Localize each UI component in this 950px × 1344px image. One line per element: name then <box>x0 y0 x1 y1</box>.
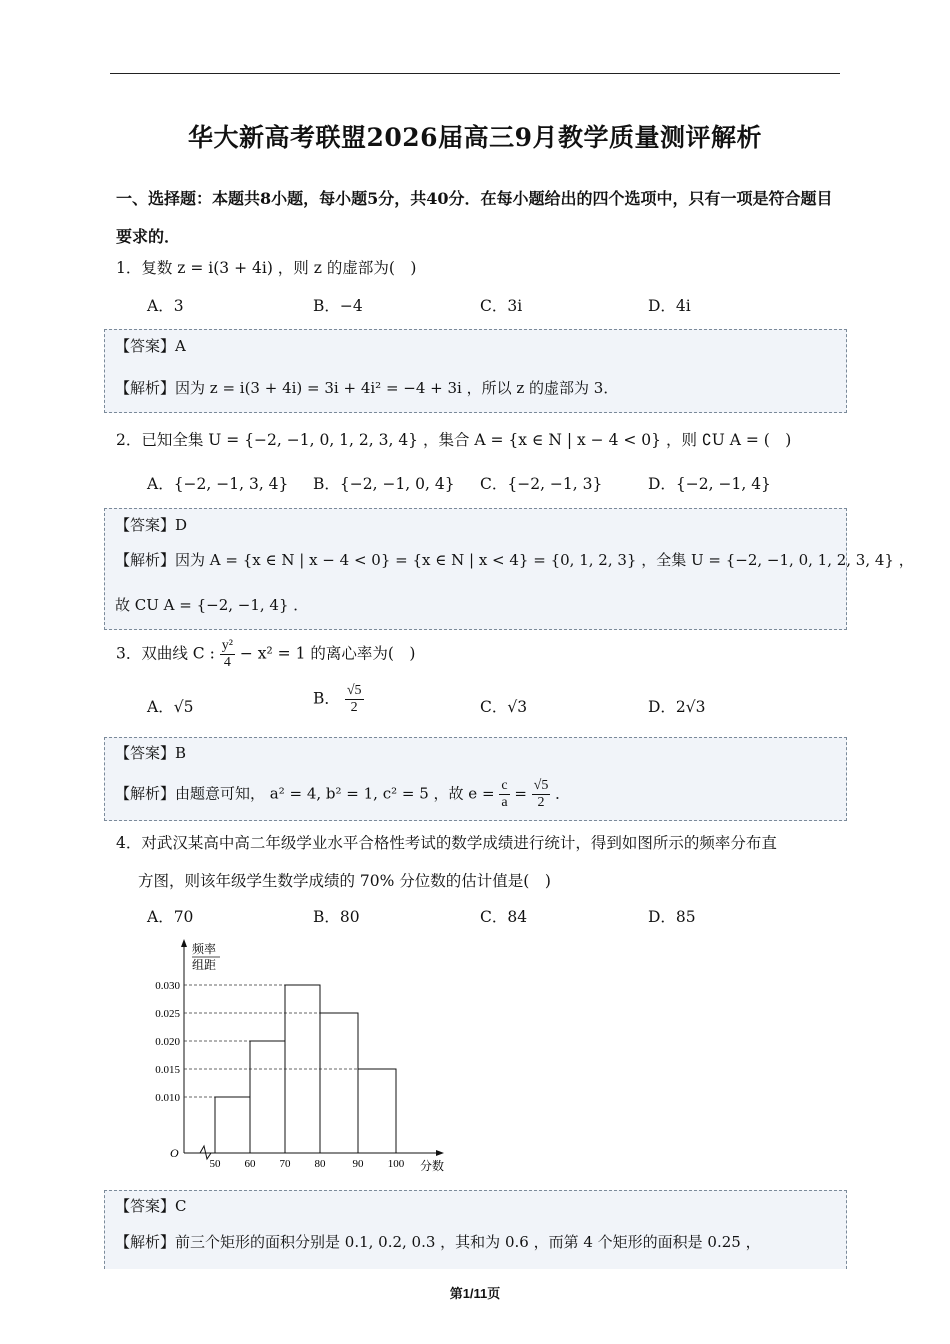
q3-stem-fraction <box>220 638 235 671</box>
q3-analysis-frac-root <box>532 778 551 811</box>
q3-option-b-fraction <box>345 683 364 716</box>
x-axis-arrow <box>436 1150 444 1156</box>
histogram-bar <box>215 1097 250 1153</box>
q2-answer: 【答案】D <box>115 516 188 534</box>
q3-stem-prefix: 3．双曲线 C : <box>116 644 215 663</box>
q2-analysis-conclusion: 故 CU A = {−2, −1, 4} ． <box>115 596 309 614</box>
q4-answer-box <box>104 1190 847 1269</box>
q4-stem-line2: 方图，则该年级学生数学成绩的 70% 分位数的估计值是( ) <box>138 872 551 890</box>
q1-option-d: D．4i <box>648 297 691 315</box>
q3-analysis <box>115 778 570 811</box>
q3-analysis-frac-ca <box>499 778 509 811</box>
q3-answer: 【答案】B <box>115 744 187 762</box>
y-label-top: 频率 <box>192 942 217 956</box>
q3-option-d: D．2√3 <box>648 698 706 716</box>
q3-frac-numerator: y² <box>221 638 233 653</box>
q3-option-b <box>313 683 364 716</box>
x-tick-label: 70 <box>279 1158 291 1170</box>
x-axis-label: 分数 <box>420 1159 445 1173</box>
q3-stem-suffix: − x² = 1 的离心率为( ) <box>239 644 416 663</box>
q2-option-b: B．{−2, −1, 0, 4} <box>313 475 455 493</box>
histogram-marks <box>155 980 405 1170</box>
q1-analysis: 【解析】因为 z = i(3 + 4i) = 3i + 4i² = −4 + 3i ，所以 z 的虚部为 3． <box>115 379 619 397</box>
q4-option-d: D．85 <box>648 908 696 926</box>
y-tick-label: 0.030 <box>155 980 180 992</box>
y-tick-label: 0.025 <box>155 1008 180 1020</box>
histogram-bar <box>250 1041 285 1153</box>
q4-option-c: C．84 <box>480 908 528 926</box>
q2-option-a: A．{−2, −1, 3, 4} <box>147 475 289 493</box>
section-intro: 一、选择题：本题共8小题，每小题5分，共40分．在每小题给出的四个选项中，只有一项是符合题目要求的． <box>116 189 833 246</box>
q3-answer-box <box>104 737 847 821</box>
q1-option-b: B．−4 <box>313 297 363 315</box>
y-tick-label: 0.010 <box>155 1092 180 1104</box>
x-tick-label: 60 <box>244 1158 256 1170</box>
q2-answer-box <box>104 508 914 630</box>
origin-label: O <box>170 1146 179 1160</box>
q3-analysis-frac-root-den: 2 <box>537 795 545 810</box>
x-tick-label: 80 <box>314 1158 326 1170</box>
top-rule <box>110 73 840 74</box>
page-footer: 第1/11页 <box>449 1286 501 1301</box>
document-title: 华大新高考联盟2026届高三9月教学质量测评解析 <box>188 123 762 152</box>
q3-stem <box>116 638 416 671</box>
q2-option-c: C．{−2, −1, 3} <box>480 475 603 493</box>
q3-analysis-prefix: 【解析】由题意可知， a² = 4, b² = 1, c² = 5 ，故 e = <box>115 784 495 803</box>
y-axis-arrow <box>181 939 187 947</box>
q3-option-b-denominator: 2 <box>350 700 358 715</box>
q4-analysis: 【解析】前三个矩形的面积分别是 0.1, 0.2, 0.3 ，其和为 0.6 ，而第 4 个矩形的面积是 0.25 ， <box>115 1233 761 1251</box>
q4-answer: 【答案】C <box>115 1197 187 1215</box>
y-label-bottom: 组距 <box>192 958 217 972</box>
histogram-bar <box>358 1069 396 1153</box>
x-tick-label: 100 <box>387 1158 405 1170</box>
q3-option-c: C．√3 <box>480 698 528 716</box>
q4-stem-line1: 4．对武汉某高中高二年级学业水平合格性考试的数学成绩进行统计，得到如图所示的频率分布直 <box>116 834 777 852</box>
q3-option-b-label: B． <box>313 689 340 708</box>
q3-option-b-numerator: √5 <box>346 683 362 698</box>
q1-option-c: C．3i <box>480 297 523 315</box>
histogram-chart <box>140 935 460 1180</box>
q2-option-d: D．{−2, −1, 4} <box>648 475 771 493</box>
y-tick-label: 0.020 <box>155 1036 180 1048</box>
histogram-bar <box>320 1013 358 1153</box>
q1-stem: 1．复数 z = i(3 + 4i) ，则 z 的虚部为( ) <box>116 259 417 277</box>
q2-analysis: 【解析】因为 A = {x ∈ N | x − 4 < 0} = {x ∈ N | x < 4} = {0, 1, 2, 3} ，全集 U = {−2, −1, 0, 1, 2, 3, 4} ， <box>115 551 914 569</box>
q3-frac-denominator: 4 <box>223 655 231 670</box>
q1-option-a: A．3 <box>147 297 184 315</box>
q1-answer-box <box>104 329 847 413</box>
y-tick-label: 0.015 <box>155 1064 180 1076</box>
q1-answer: 【答案】A <box>115 337 186 355</box>
q3-analysis-end: ． <box>555 784 571 803</box>
x-tick-label: 50 <box>209 1158 221 1170</box>
q3-analysis-eq: = <box>514 784 527 803</box>
q3-analysis-frac-ca-num: c <box>501 778 508 793</box>
q2-stem: 2．已知全集 U = {−2, −1, 0, 1, 2, 3, 4} ，集合 A = {x ∈ N | x − 4 < 0} ，则 ∁U A = ( ) <box>116 431 792 449</box>
q3-analysis-frac-root-num: √5 <box>533 778 549 793</box>
q3-option-a: A．√5 <box>147 698 194 716</box>
q4-option-a: A．70 <box>147 908 194 926</box>
x-tick-label: 90 <box>352 1158 364 1170</box>
q4-option-b: B．80 <box>313 908 360 926</box>
q3-analysis-frac-ca-den: a <box>501 795 508 810</box>
